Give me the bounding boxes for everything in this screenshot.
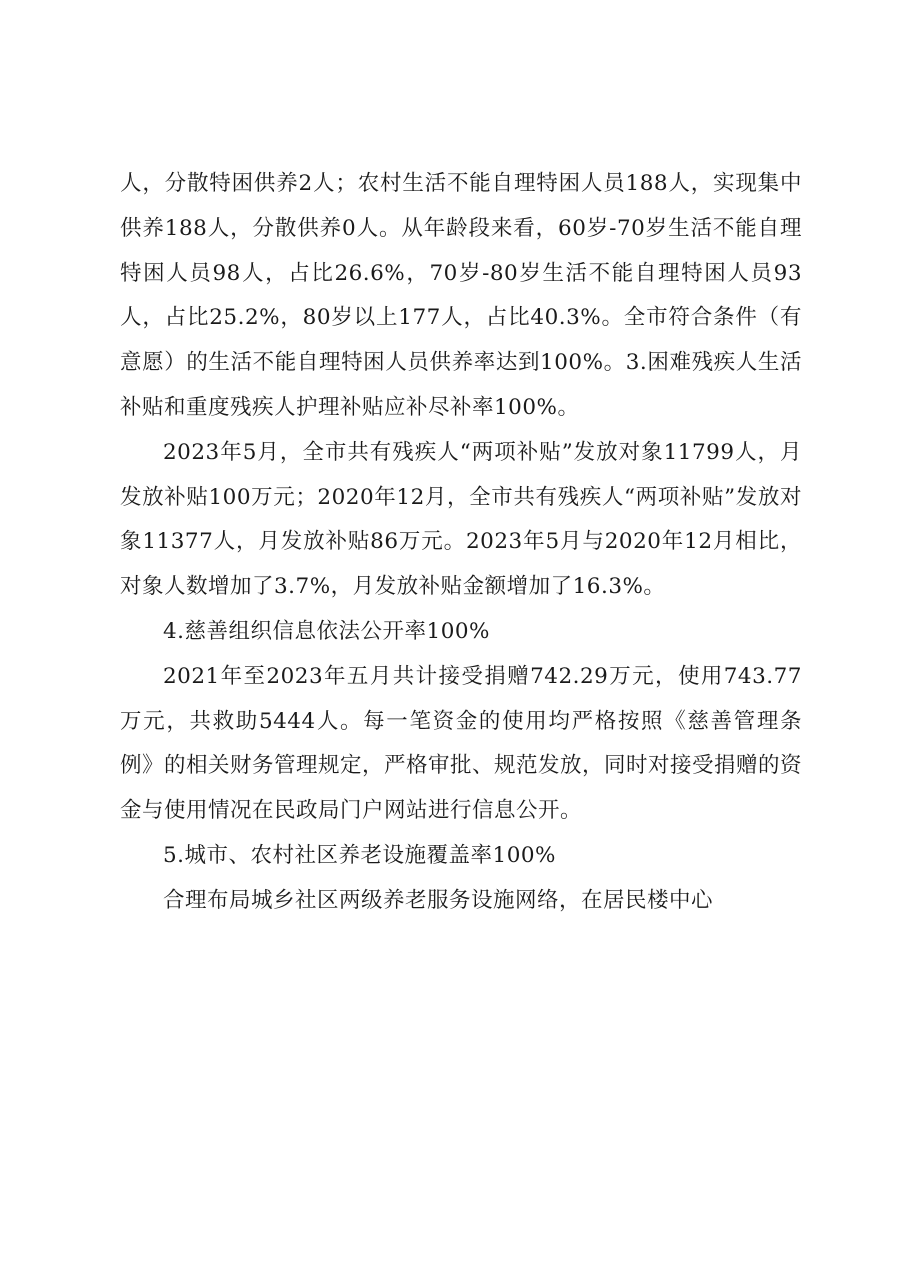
- paragraph-special-hardship-support: 人，分散特困供养2人；农村生活不能自理特困人员188人，实现集中供养188人，分散供养0人。从年龄段来看，60岁-70岁生活不能自理特困人员98人，占比26.6%，70岁-80岁生活不能自理特困人员93人，占比25.2%，80岁以上177人，占比40.3%。全市符合条件（有意愿）的生活不能自理特困人员供养率达到100%。3.困难残疾人生活补贴和重度残疾人护理补贴应补尽补率100%。: [120, 171, 803, 420]
- paragraph-elderly-facilities: 合理布局城乡社区两级养老服务设施网络，在居民楼中心: [163, 887, 714, 913]
- paragraph-disability-subsidies: 2023年5月，全市共有残疾人“两项补贴”发放对象11799人，月发放补贴100万元；2020年12月，全市共有残疾人“两项补贴”发放对象11377人，月发放补贴86万元。2023年5月与2020年12月相比，对象人数增加了3.7%，月发放补贴金额增加了16.3%。: [120, 439, 802, 600]
- paragraph-charity-donations: 2021年至2023年五月共计接受捐赠742.29万元，使用743.77万元，共救助5444人。每一笔资金的使用均严格按照《慈善管理条例》的相关财务管理规定，严格审批、规范发放，同时对接受捐赠的资金与使用情况在民政局门户网站进行信息公开。: [120, 663, 803, 824]
- heading-elderly-facilities: 5.城市、农村社区养老设施覆盖率100%: [163, 842, 556, 868]
- document-body: [120, 162, 802, 924]
- heading-charity-disclosure: 4.慈善组织信息依法公开率100%: [163, 618, 490, 644]
